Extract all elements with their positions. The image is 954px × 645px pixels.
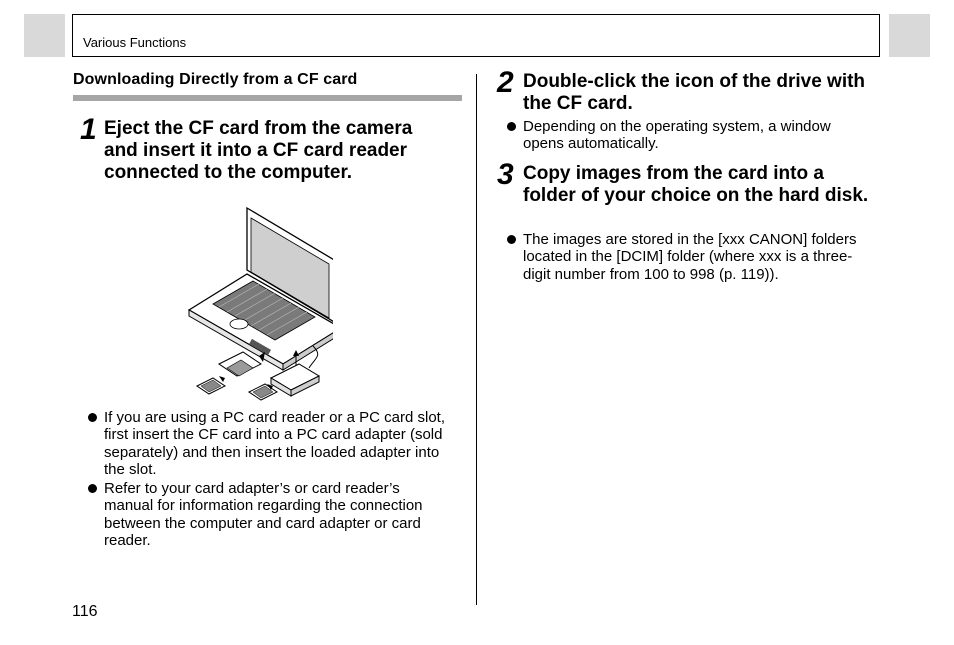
step-number: 2 (497, 66, 514, 99)
laptop-card-reader-illustration (183, 206, 333, 406)
page-tab-right (889, 14, 930, 57)
step-number: 1 (80, 113, 97, 146)
page-header (72, 14, 880, 57)
list-item: Depending on the operating system, a window opens automatically. (505, 118, 855, 153)
list-item: Refer to your card adapter’s or card reader’s manual for information regarding the connection between the computer and card adapter or card reader. (86, 480, 448, 549)
step-instruction: Eject the CF card from the camera and insert it into a CF card reader connected to the computer. (104, 118, 413, 183)
step-1-notes (86, 409, 448, 551)
section-title: Downloading Directly from a CF card (73, 71, 358, 88)
bullet-icon (507, 235, 516, 244)
step-3-notes (505, 231, 860, 285)
bullet-icon (88, 484, 97, 493)
step-instruction: Copy images from the card into a folder of your choice on the hard disk. (523, 163, 869, 206)
page-tab-left (24, 14, 65, 57)
header-section-label: Various Functions (83, 35, 187, 50)
section-title-rule (73, 95, 462, 101)
step-2-notes (505, 118, 855, 155)
page-number: 116 (72, 603, 98, 620)
bullet-icon (507, 122, 516, 131)
bullet-icon (88, 413, 97, 422)
list-item: If you are using a PC card reader or a PC card slot, first insert the CF card into a PC card adapter (sold separately) and then insert the loaded adapter into the slot. (86, 409, 448, 478)
step-number: 3 (497, 158, 514, 191)
column-divider (476, 74, 477, 605)
step-instruction: Double-click the icon of the drive with the CF card. (523, 71, 866, 114)
list-item: The images are stored in the [xxx CANON] folders located in the [DCIM] folder (where xxx is a three-digit number from 100 to 998 (p. 119)). (505, 231, 860, 283)
